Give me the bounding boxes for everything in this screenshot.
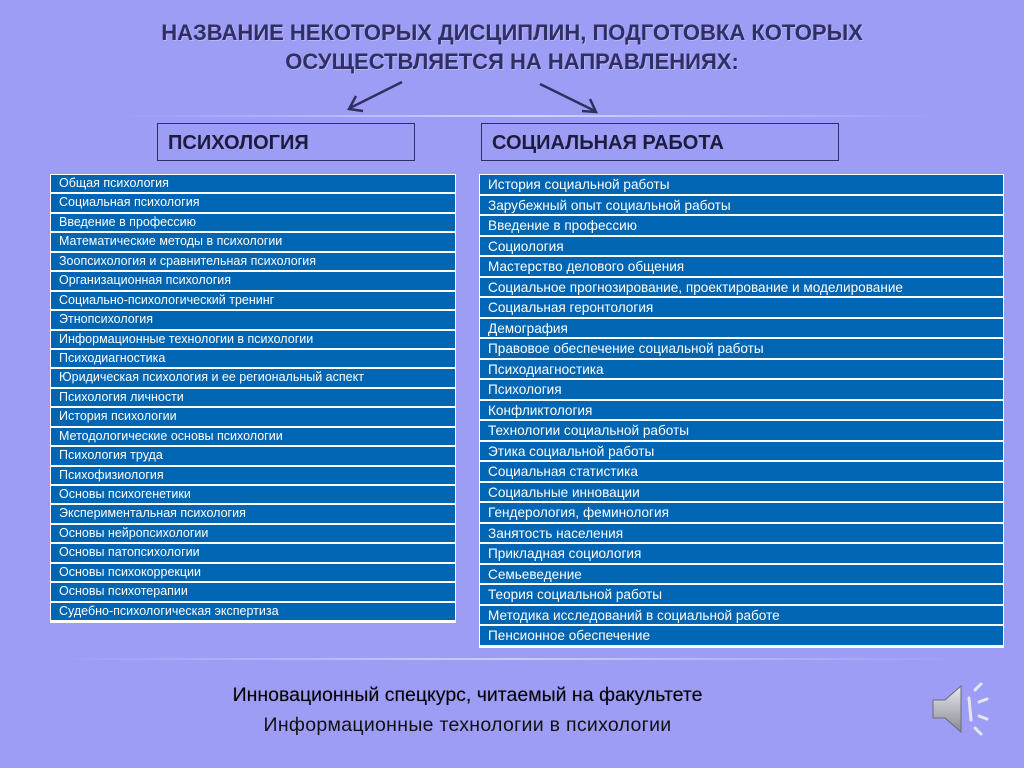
- table-row: Правовое обеспечение социальной работы: [480, 339, 1003, 360]
- arrow-right-icon: [540, 84, 596, 112]
- table-row: Социология: [480, 237, 1003, 258]
- social-work-disciplines-table: [479, 174, 1004, 648]
- footer-course-name: Информационные технологии в психологии: [263, 714, 672, 736]
- table-row: Психодиагностика: [480, 360, 1003, 381]
- table-row: Организационная психология: [51, 272, 455, 291]
- table-row: Этика социальной работы: [480, 442, 1003, 463]
- table-row: Основы психогенетики: [51, 486, 455, 505]
- arrow-left-icon: [349, 82, 402, 111]
- table-row: Основы патопсихологии: [51, 544, 455, 563]
- table-row: Теория социальной работы: [480, 585, 1003, 606]
- table-row: Семьеведение: [480, 565, 1003, 586]
- table-row: Пенсионное обеспечение: [480, 626, 1003, 647]
- table-row: Методика исследований в социальной работе: [480, 606, 1003, 627]
- table-row: Этнопсихология: [51, 311, 455, 330]
- table-row: Социальные инновации: [480, 483, 1003, 504]
- table-row: Социальная геронтология: [480, 298, 1003, 319]
- table-row: Юридическая психология и ее региональный аспект: [51, 369, 455, 388]
- table-row: Конфликтология: [480, 401, 1003, 422]
- table-row: Математические методы в психологии: [51, 233, 455, 252]
- table-row: Введение в профессию: [480, 216, 1003, 237]
- table-row: Психология личности: [51, 389, 455, 408]
- divider-top: [120, 115, 940, 117]
- table-row: Психология: [480, 380, 1003, 401]
- table-row: История психологии: [51, 408, 455, 427]
- footer-course-caption: Инновационный спецкурс, читаемый на факультете: [232, 684, 703, 706]
- table-row: Мастерство делового общения: [480, 257, 1003, 278]
- title-line-2: ОСУЩЕСТВЛЯЕТСЯ НА НАПРАВЛЕНИЯХ:: [285, 49, 739, 74]
- table-row: Прикладная социология: [480, 544, 1003, 565]
- table-row: Основы психотерапии: [51, 583, 455, 602]
- table-row: Общая психология: [51, 175, 455, 194]
- table-row: Технологии социальной работы: [480, 421, 1003, 442]
- divider-bottom: [60, 658, 960, 660]
- speaker-icon[interactable]: [925, 676, 997, 742]
- table-row: Основы нейропсихологии: [51, 525, 455, 544]
- table-row: Психодиагностика: [51, 350, 455, 369]
- table-row: Зарубежный опыт социальной работы: [480, 196, 1003, 217]
- table-row: Информационные технологии в психологии: [51, 331, 455, 350]
- table-row: Социально-психологический тренинг: [51, 292, 455, 311]
- table-row: История социальной работы: [480, 175, 1003, 196]
- table-row: Методологические основы психологии: [51, 428, 455, 447]
- table-row: Психофизиология: [51, 467, 455, 486]
- direction-arrows: [0, 0, 1024, 130]
- heading-psychology: ПСИХОЛОГИЯ: [157, 123, 415, 161]
- heading-social-work: СОЦИАЛЬНАЯ РАБОТА: [481, 123, 839, 161]
- table-row: Психология труда: [51, 447, 455, 466]
- table-row: Социальная статистика: [480, 462, 1003, 483]
- table-row: Зоопсихология и сравнительная психология: [51, 253, 455, 272]
- table-row: Демография: [480, 319, 1003, 340]
- table-row: Основы психокоррекции: [51, 564, 455, 583]
- title-line-1: НАЗВАНИЕ НЕКОТОРЫХ ДИСЦИПЛИН, ПОДГОТОВКА КОТОРЫХ: [161, 20, 863, 45]
- table-row: Судебно-психологическая экспертиза: [51, 603, 455, 622]
- table-row: Социальная психология: [51, 194, 455, 213]
- table-row: Социальное прогнозирование, проектирование и моделирование: [480, 278, 1003, 299]
- table-row: Введение в профессию: [51, 214, 455, 233]
- psychology-disciplines-table: [50, 174, 456, 623]
- table-row: Гендерология, феминология: [480, 503, 1003, 524]
- table-row: Экспериментальная психология: [51, 505, 455, 524]
- table-row: Занятость населения: [480, 524, 1003, 545]
